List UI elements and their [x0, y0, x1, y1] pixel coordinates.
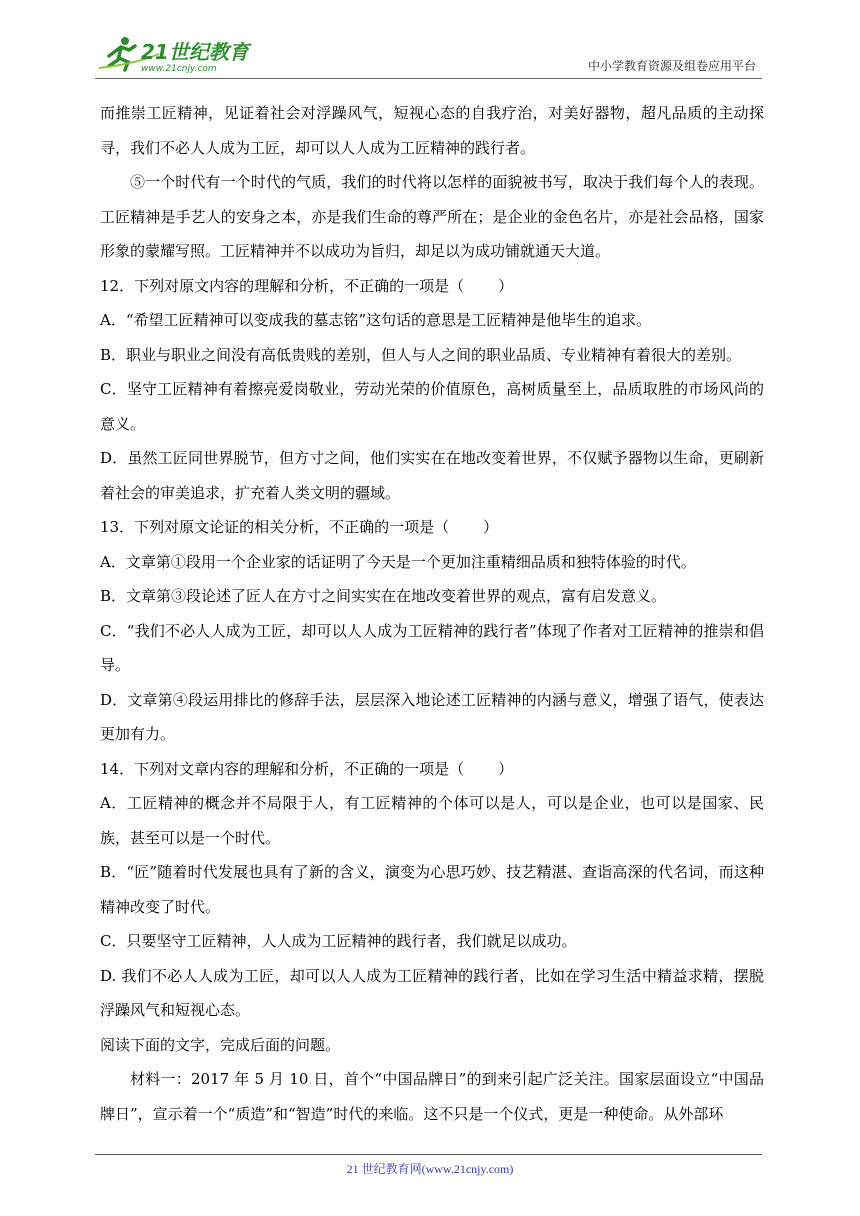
option-d[interactable]: D．文章第④段运用排比的修辞手法，层层深入地论述工匠精神的内涵与意义，增强了语气，使表达更加有力。	[100, 690, 764, 743]
site-logo[interactable]	[95, 34, 265, 74]
option-a[interactable]: A．“希望工匠精神可以变成我的墓志铭”这句话的意思是工匠精神是他毕生的追求。	[100, 311, 652, 329]
question-12	[100, 269, 764, 511]
option-c[interactable]: C．“我们不必人人成为工匠，却可以人人成为工匠精神的践行者”体现了作者对工匠精神的推崇和倡导。	[100, 621, 764, 674]
option-a[interactable]: A．工匠精神的概念并不局限于人，有工匠精神的个体可以是人，可以是企业，也可以是国家、民族，甚至可以是一个时代。	[100, 794, 764, 847]
option-a[interactable]: A．文章第①段用一个企业家的话证明了今天是一个更加注重精细品质和独特体验的时代。	[100, 552, 696, 571]
document-body	[100, 96, 764, 1131]
svg-text:www.21cnjy.com: www.21cnjy.com	[141, 64, 217, 74]
option-c[interactable]: C．坚守工匠精神有着擦亮爱岗敬业，劳动光荣的价值原色，高树质量至上，品质取胜的市场风尚的意义。	[100, 380, 764, 433]
question-stem: 14．下列对文章内容的理解和分析，不正确的一项是（ ）	[100, 759, 514, 778]
option-d[interactable]: D．虽然工匠同世界脱节，但方寸之间，他们实实在在地改变着世界，不仅赋予器物以生命，更刷新着社会的审美追求，扩充着人类文明的疆域。	[100, 449, 764, 502]
paragraph-continued: 而推崇工匠精神，见证着社会对浮躁风气，短视心态的自我疗治，对美好器物，超凡品质的主动探寻，我们不必人人成为工匠，却可以人人成为工匠精神的践行者。	[100, 104, 764, 157]
question-stem: 13．下列对原文论证的相关分析，不正确的一项是（ ）	[100, 518, 499, 536]
footer-rule	[95, 1154, 762, 1155]
material-1: 材料一：2017 年 5 月 10 日，首个“中国品牌日”的到来引起广泛关注。国家层面设立“中国品牌日”，宣示着一个“质造”和“智造”时代的来临。这不只是一个仪式，更是一种使命。从外部环	[100, 1070, 764, 1123]
runner-logo-icon	[95, 34, 265, 74]
svg-text:21世纪教育: 21世纪教育	[141, 40, 249, 64]
platform-name: 中小学教育资源及组卷应用平台	[587, 59, 756, 73]
option-b[interactable]: B．文章第③段论述了匠人在方寸之间实实在在地改变着世界的观点，富有启发意义。	[100, 587, 667, 605]
question-13	[100, 510, 764, 752]
option-c[interactable]: C．只要坚守工匠精神，人人成为工匠精神的践行者，我们就足以成功。	[100, 932, 577, 950]
option-d[interactable]: D. 我们不必人人成为工匠，却可以人人成为工匠精神的践行者，比如在学习生活中精益求精，摆脱浮躁风气和短视心态。	[100, 966, 764, 1019]
footer-link[interactable]: 21 世纪教育网(www.21cnjy.com)	[346, 1162, 514, 1176]
option-b[interactable]: B．“匠”随着时代发展也具有了新的含义，演变为心思巧妙、技艺精湛、查诣高深的代名词，而这种精神改变了时代。	[100, 863, 764, 916]
question-stem: 12．下列对原文内容的理解和分析，不正确的一项是（ ）	[100, 276, 514, 295]
page-header	[95, 32, 762, 79]
paragraph-5: ⑤一个时代有一个时代的气质，我们的时代将以怎样的面貌被书写，取决于我们每个人的表现。工匠精神是手艺人的安身之本，亦是我们生命的尊严所在；是企业的金色名片，亦是社会品格，国家形象的蒙耀写照。工匠精神并不以成功为旨归，却足以为成功铺就通天大道。	[100, 173, 764, 260]
option-b[interactable]: B．职业与职业之间没有高低贵贱的差别，但人与人之间的职业品质、专业精神有着很大的差别。	[100, 345, 742, 364]
question-14	[100, 752, 764, 1028]
reading-intro: 阅读下面的文字，完成后面的问题。	[100, 1035, 341, 1054]
